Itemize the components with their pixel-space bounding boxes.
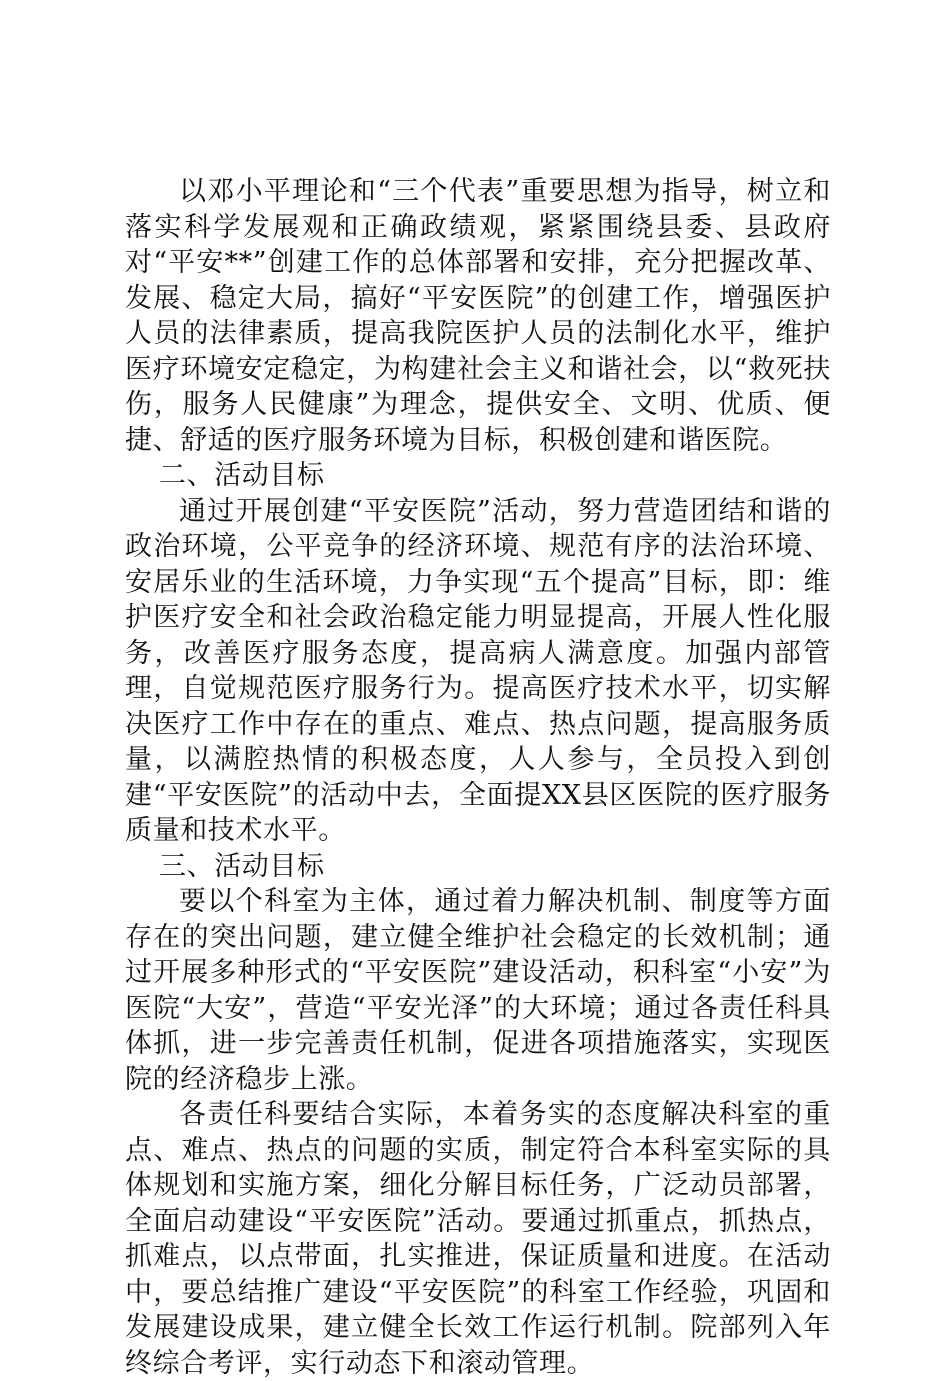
section-heading-activity-goals: 二、活动目标: [159, 460, 325, 491]
document-body: [125, 174, 831, 1381]
intro-paragraph: 以邓小平理论和“三个代表”重要思想为指导，树立和落实科学发展观和正确政绩观，紧紧围绕县委、县政府对“平安**”创建工作的总体部署和安排，充分把握改革、发展、稳定大局，搞好“平安医院”的创建工作，增强医护人员的法律素质，提高我院医护人员的法制化水平，维护医疗环境安定稳定，为构建社会主义和谐社会，以“救死扶伤，服务人民健康”为理念，提供安全、文明、优质、便捷、舒适的医疗服务环境为目标，积极创建和谐医院。: [125, 176, 831, 456]
section-heading-activity-goals-2: 三、活动目标: [159, 850, 325, 882]
responsibility-paragraph: 各责任科要结合实际，本着务实的态度解决科室的重点、难点、热点的问题的实质，制定符合本科室实际的具体规划和实施方案，细化分解目标任务，广泛动员部署，全面启动建设“平安医院”活动。要通过抓重点，抓热点，抓难点，以点带面，扎实推进，保证质量和进度。在活动中，要总结推广建设“平安医院”的科室工作经验，巩固和发展建设成果，建立健全长效工作运行机制。院部列入年终综合考评，实行动态下和滚动管理。: [125, 1099, 831, 1379]
goals-paragraph: 通过开展创建“平安医院”活动，努力营造团结和谐的政治环境，公平竞争的经济环境、规范有序的法治环境、安居乐业的生活环境，力争实现“五个提高”目标，即：维护医疗安全和社会政治稳定能力明显提高，开展人性化服务，改善医疗服务态度，提高病人满意度。加强内部管理，自觉规范医疗服务行为。提高医疗技术水平，切实解决医疗工作中存在的重点、难点、热点问题，提高服务质量，以满腔热情的积极态度，人人参与，全员投入到创建“平安医院”的活动中去，全面提XX县区医院的医疗服务质量和技术水平。: [125, 495, 831, 846]
mechanism-paragraph: 要以个科室为主体，通过着力解决机制、制度等方面存在的突出问题，建立健全维护社会稳定的长效机制；通过开展多种形式的“平安医院”建设活动，积科室“小安”为医院“大安”，营造“平安光泽”的大环境；通过各责任科具体抓，进一步完善责任机制，促进各项措施落实，实现医院的经济稳步上涨。: [125, 886, 831, 1095]
